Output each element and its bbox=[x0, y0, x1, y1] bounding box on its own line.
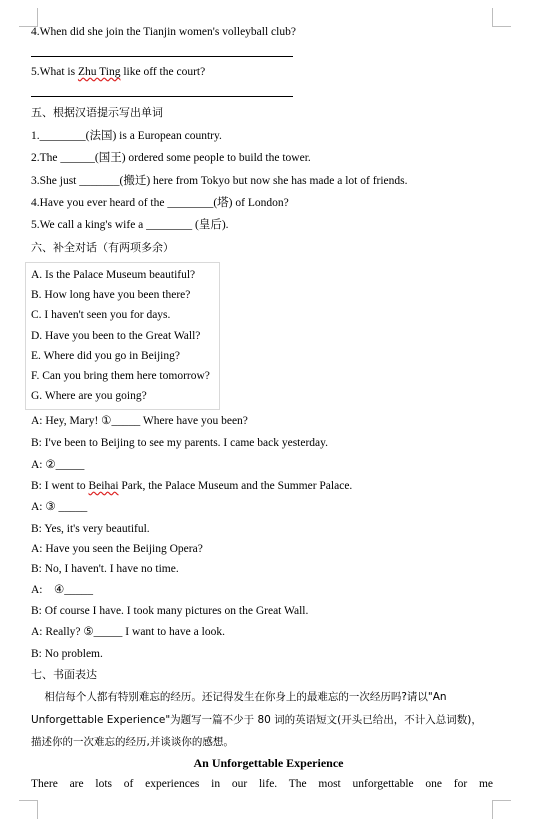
dialog-line-1: A: Hey, Mary! ①_____ Where have you been? bbox=[31, 415, 248, 427]
option-e: E. Where did you go in Beijing? bbox=[31, 350, 180, 362]
section-5-title: 五、根据汉语提示写出单词 bbox=[31, 106, 163, 119]
dialog-line-8: B: No, I haven't. I have no time. bbox=[31, 563, 179, 575]
word-question-3: 3.She just _______(搬迁) here from Tokyo but now she has made a lot of friends. bbox=[31, 175, 408, 187]
crop-mark-bottom-left bbox=[19, 800, 38, 819]
section-6-title: 六、补全对话（有两项多余） bbox=[31, 241, 174, 254]
option-a: A. Is the Palace Museum beautiful? bbox=[31, 269, 196, 281]
dialog-line-9: A: ④_____ bbox=[31, 584, 94, 596]
writing-prompt-line-1: 相信每个人都有特别难忘的经历。还记得发生在你身上的最难忘的一次经历吗?请以"An bbox=[31, 691, 447, 703]
option-b: B. How long have you been there? bbox=[31, 289, 191, 301]
answer-line-4[interactable] bbox=[31, 56, 293, 57]
dialog-line-4-place: Beihai bbox=[88, 480, 119, 492]
essay-title: An Unforgettable Experience bbox=[193, 756, 344, 770]
writing-prompt-line-3: 描述你的一次难忘的经历,并谈谈你的感想。 bbox=[31, 736, 234, 748]
word-question-1: 1.________(法国) is a European country. bbox=[31, 130, 222, 142]
answer-line-5[interactable] bbox=[31, 96, 293, 97]
question-5 bbox=[31, 65, 205, 79]
crop-mark-top-right bbox=[492, 8, 511, 27]
question-5-name: Zhu Ting bbox=[77, 66, 121, 78]
dialog-line-4 bbox=[31, 479, 352, 493]
dialog-line-4-pre: B: I went to bbox=[31, 480, 89, 492]
section-7-title: 七、书面表达 bbox=[31, 668, 97, 681]
dialog-line-5: A: ③ _____ bbox=[31, 501, 88, 513]
dialog-line-3: A: ②_____ bbox=[31, 459, 85, 471]
dialog-line-6: B: Yes, it's very beautiful. bbox=[31, 523, 150, 535]
dialog-line-7: A: Have you seen the Beijing Opera? bbox=[31, 543, 203, 555]
question-5-pre: 5.What is bbox=[31, 66, 78, 78]
word-question-4: 4.Have you ever heard of the ________(塔) of London? bbox=[31, 197, 289, 209]
writing-prompt-line-2: Unforgettable Experience"为题写一篇不少于 80 词的英语短文(开头已给出，不计入总词数)， bbox=[31, 714, 482, 726]
question-5-post: like off the court? bbox=[120, 66, 206, 78]
option-g: G. Where are you going? bbox=[31, 390, 147, 402]
word-question-2: 2.The ______(国王) ordered some people to build the tower. bbox=[31, 152, 311, 164]
crop-mark-bottom-right bbox=[492, 800, 511, 819]
dialog-line-2: B: I've been to Beijing to see my parents. I came back yesterday. bbox=[31, 437, 329, 449]
dialog-line-10: B: Of course I have. I took many pictures on the Great Wall. bbox=[31, 605, 309, 617]
word-question-5: 5.We call a king's wife a ________ (皇后). bbox=[31, 219, 229, 231]
option-f: F. Can you bring them here tomorrow? bbox=[31, 370, 210, 382]
dialog-line-4-post: Park, the Palace Museum and the Summer Palace. bbox=[118, 480, 353, 492]
dialog-line-11: A: Really? ⑤_____ I want to have a look. bbox=[31, 626, 225, 638]
option-d: D. Have you been to the Great Wall? bbox=[31, 330, 201, 342]
question-4: 4.When did she join the Tianjin women's volleyball club? bbox=[31, 26, 296, 38]
option-c: C. I haven't seen you for days. bbox=[31, 309, 171, 321]
dialog-line-12: B: No problem. bbox=[31, 648, 103, 660]
essay-opening: There are lots of experiences in our life. The most unforgettable one for me bbox=[31, 778, 493, 790]
